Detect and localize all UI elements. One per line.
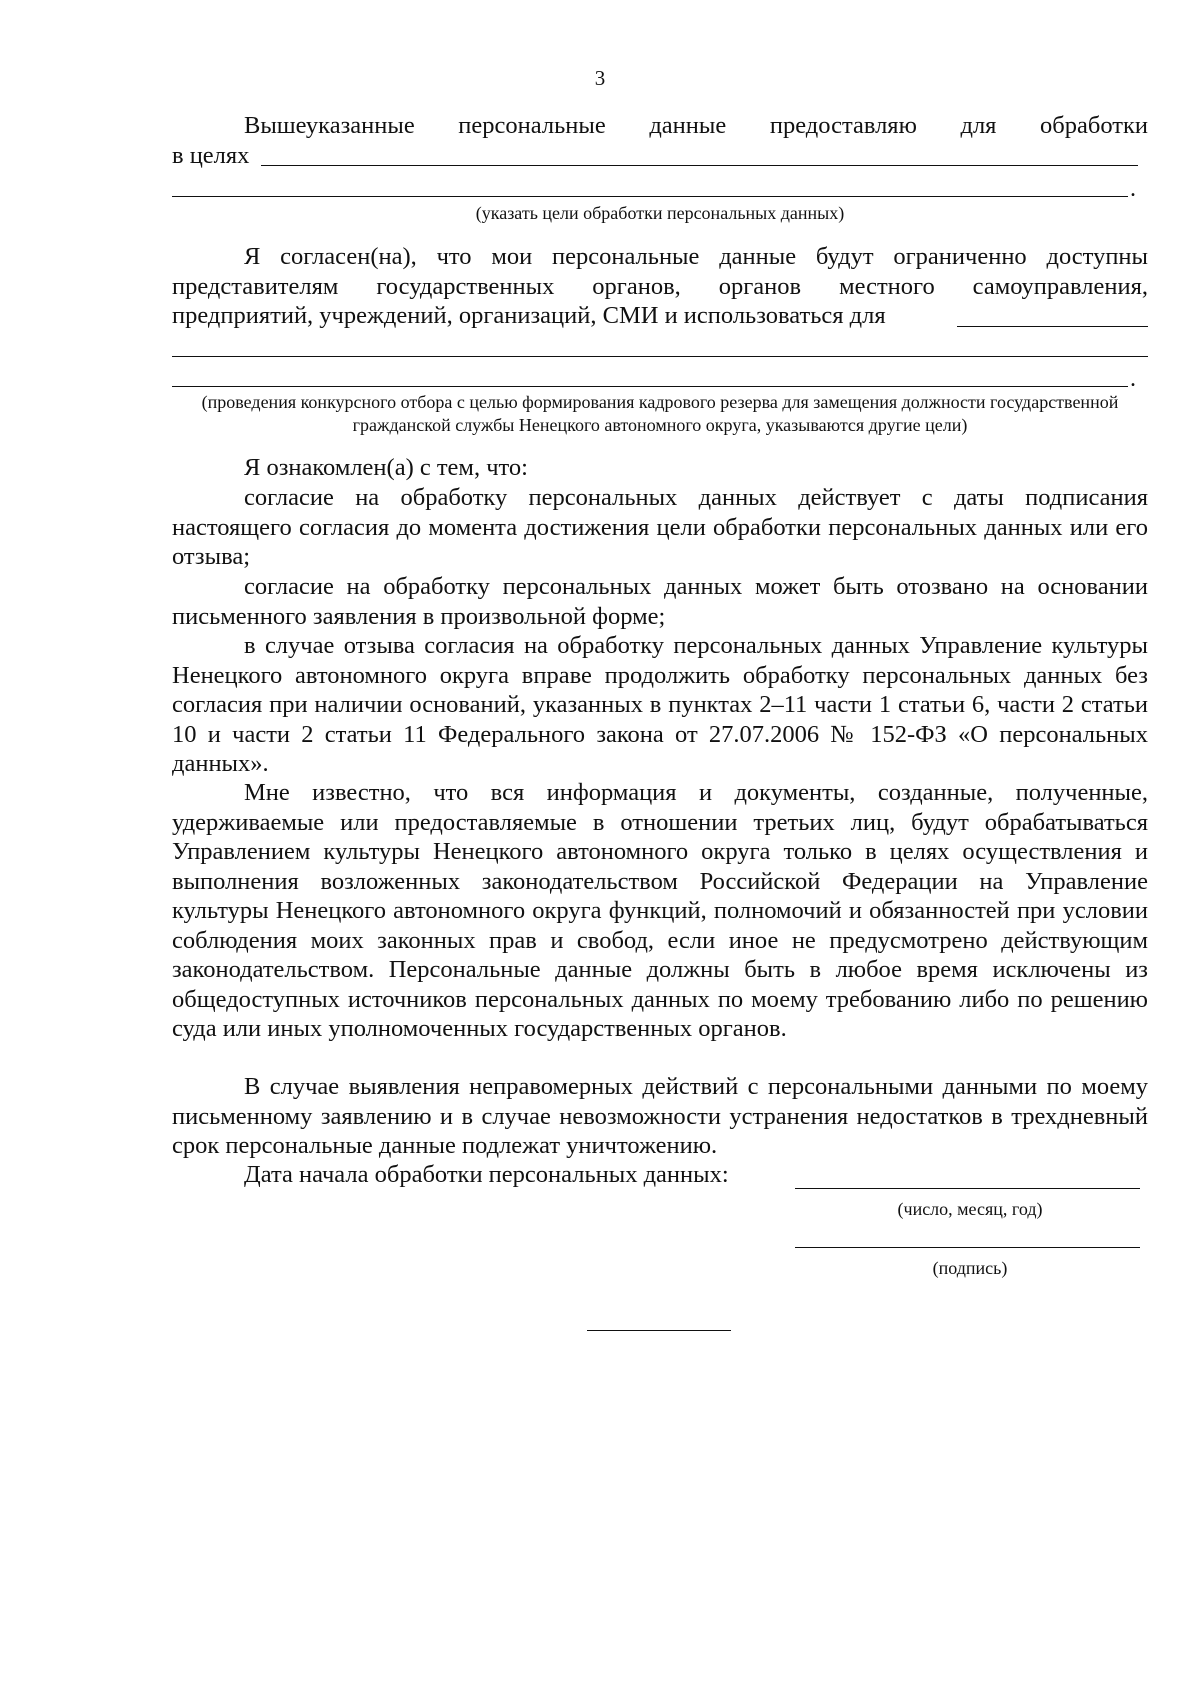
information-paragraph: Мне известно, что вся информация и документы, созданные, полученные, удерживаемые или предоставляемые в отношении третьих лиц, будут обрабатываться Управлением культуры Ненецкого автономного округа только в целях осуществления и выполнения возложенных законодательством Российской Федерации на Управление культуры Ненецкого автономного округа функций, полномочий и обязанностей при условии соблюдения моих законных прав и свобод, если иное не предусмотрено действующим законодательством. Персональные данные должны быть в любое время исключены из общедоступных источников персональных данных по моему требованию либо по решению суда или иных уполномоченных государственных органов.	[172, 779, 1148, 1042]
acknowledgement-intro: Я ознакомлен(а) с тем, что:	[244, 454, 528, 481]
purpose-paragraph-line1: Вышеуказанные персональные данные предоставляю для обработки	[244, 112, 1148, 139]
use-blank-line-2	[172, 356, 1148, 357]
destruction-paragraph: В случае выявления неправомерных действий с персональными данными по моему письменному заявлению и в случае невозможности устранения недостатков в трехдневный срок персональные данные подлежат уничтожению.	[172, 1073, 1148, 1159]
acknowledgement-item-3: в случае отзыва согласия на обработку персональных данных Управление культуры Ненецкого автономного округа вправе продолжить обработку персональных данных без согласия при наличии оснований, указанных в пунктах 2–11 части 1 статьи 6, части 2 статьи 10 и части 2 статьи 11 Федерального закона от 27.07.2006 № 152-ФЗ «О персональных данных».	[172, 632, 1148, 777]
purpose-blank-line-2	[172, 196, 1128, 197]
signature-caption: (подпись)	[932, 1258, 1008, 1278]
acknowledgement-item-2: согласие на обработку персональных данных может быть отозвано на основании письменного заявления в произвольной форме;	[172, 573, 1148, 630]
consent-paragraph: Я согласен(на), что мои персональные данные будут ограниченно доступны представителям государственных органов, органов местного самоуправления,	[172, 243, 1148, 300]
consent-paragraph-last-line: предприятий, учреждений, организаций, СМИ и использоваться для	[172, 302, 886, 329]
purpose-blank-line-1	[261, 165, 1138, 166]
acknowledgement-item-1: согласие на обработку персональных данных действует с даты подписания настоящего согласия до момента достижения цели обработки персональных данных или его отзыва;	[172, 484, 1148, 570]
closing-rule	[587, 1330, 731, 1331]
page-number: 3	[594, 66, 606, 90]
use-blank-line-3	[172, 386, 1128, 387]
signature-blank-line	[795, 1247, 1140, 1248]
use-caption: (проведения конкурсного отбора с целью формирования кадрового резерва для замещения должности государственной гражданской службы Ненецкого автономного округа, указываются другие цели)	[201, 392, 1119, 435]
purpose-paragraph-line2: в целях	[172, 142, 250, 169]
start-date-label: Дата начала обработки персональных данных:	[244, 1161, 729, 1188]
date-blank-line	[795, 1188, 1140, 1189]
purpose-period: .	[1130, 176, 1136, 202]
purpose-caption: (указать цели обработки персональных данных)	[475, 203, 845, 223]
use-period: .	[1130, 366, 1136, 392]
date-caption: (число, месяц, год)	[897, 1199, 1043, 1219]
use-blank-line-1	[957, 326, 1148, 327]
